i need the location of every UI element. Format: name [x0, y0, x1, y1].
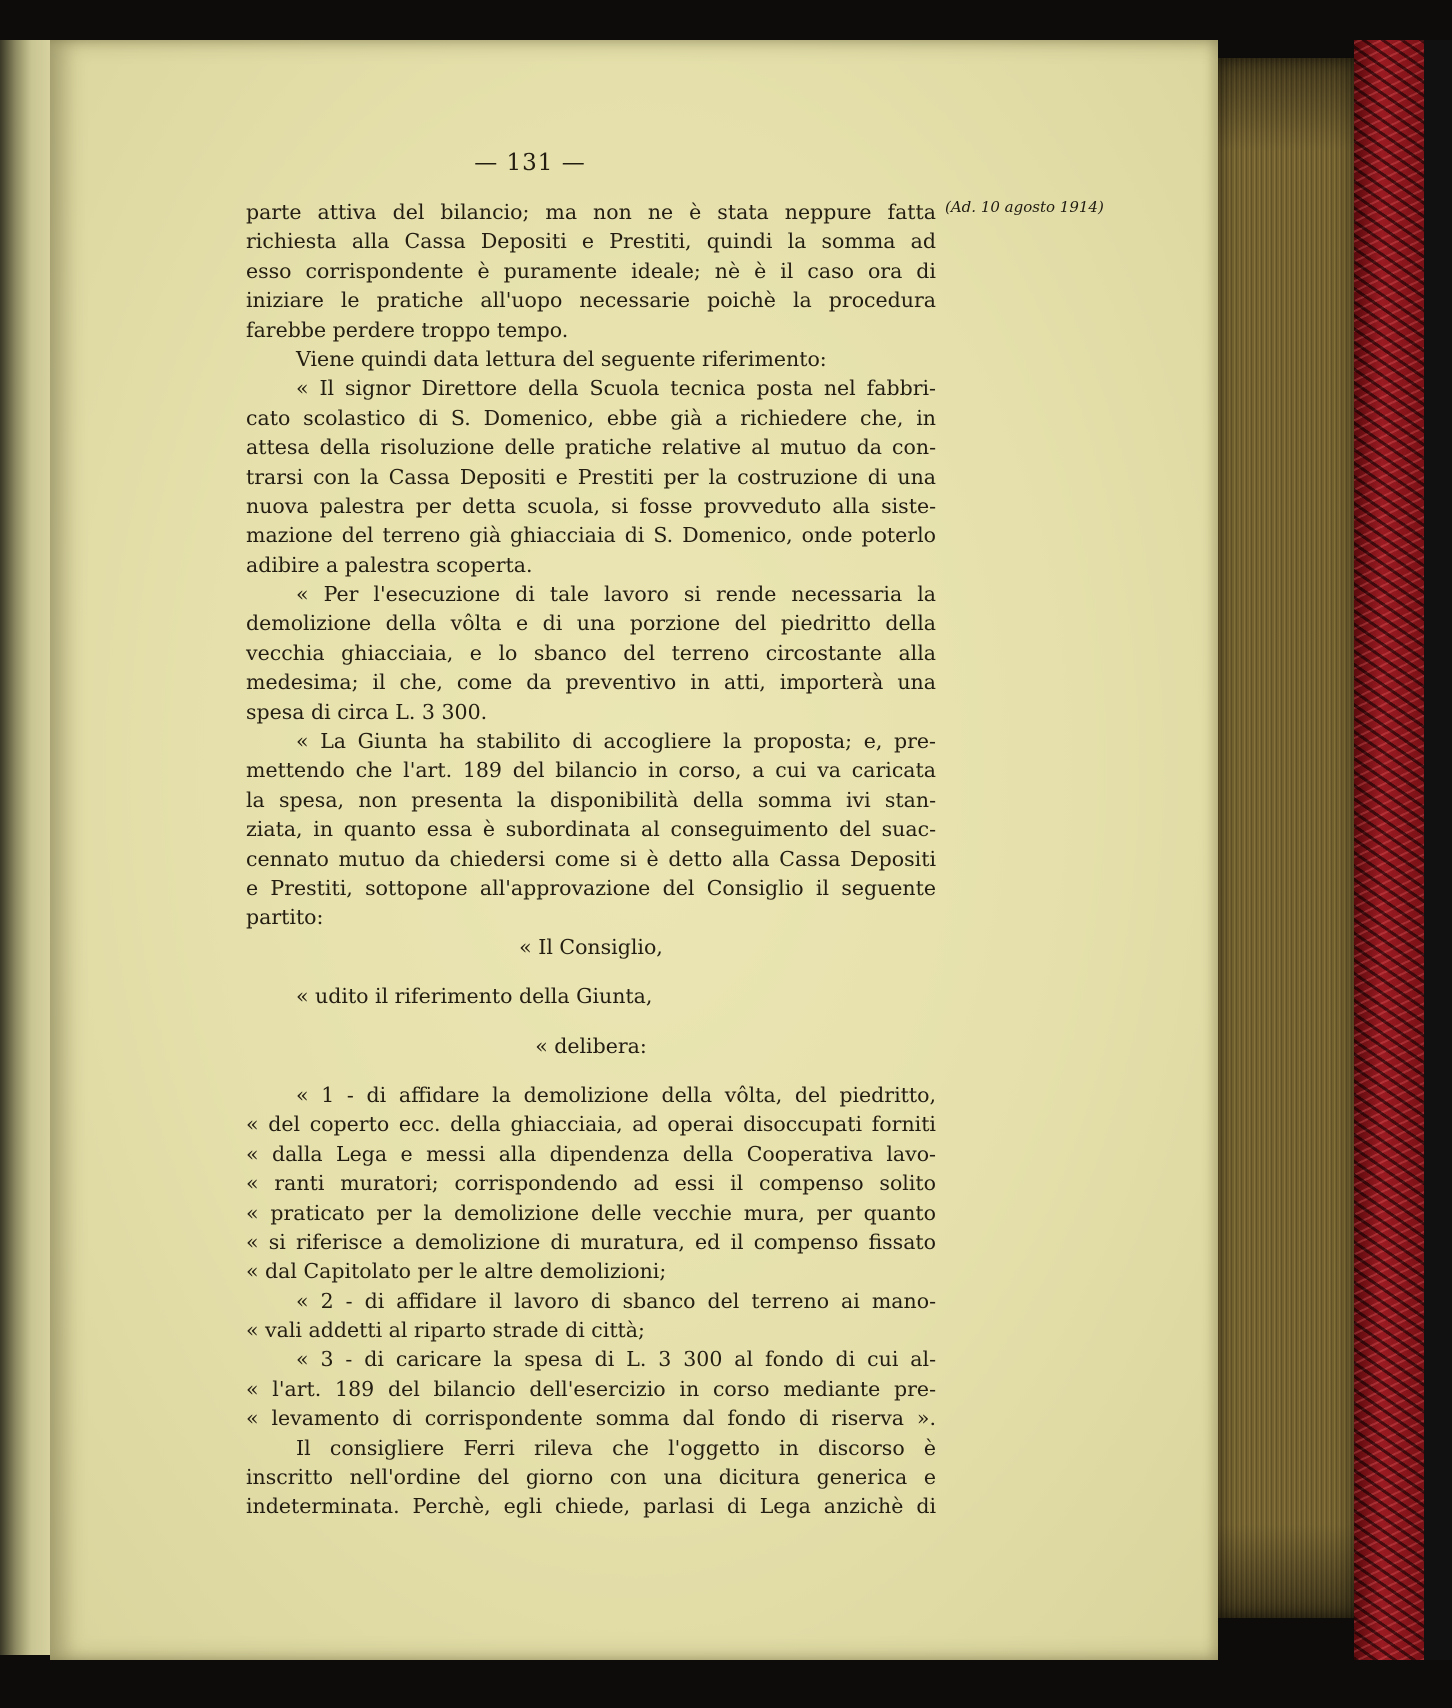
text-line: parte attiva del bilancio; ma non ne è stata neppure fatta	[246, 200, 936, 224]
background-edge	[1424, 40, 1452, 1660]
text-line: « dal Capitolato per le altre demolizioni;	[246, 1259, 667, 1284]
text-line: « l'art. 189 del bilancio dell'esercizio in corso mediante pre-	[246, 1376, 936, 1401]
text-line: « La Giunta ha stabilito di accogliere la proposta; e, pre-	[296, 729, 936, 754]
text-line: esso corrispondente è puramente ideale; nè è il caso ora di	[246, 258, 936, 283]
marginal-date-note: (Ad. 10 agosto 1914)	[945, 198, 1104, 216]
text-line: « udito il riferimento della Giunta,	[296, 984, 653, 1009]
text-line: « vali addetti al riparto strade di città;	[246, 1318, 645, 1343]
text-line: « delibera:	[535, 1033, 647, 1058]
page-number: — 131 —	[474, 150, 586, 176]
text-line: ziata, in quanto essa è subordinata al conseguimento del suac-	[246, 817, 936, 842]
text-line: « Il signor Direttore della Scuola tecnica posta nel fabbri-	[296, 376, 936, 401]
text-line: « Il Consiglio,	[519, 934, 663, 959]
text-line: medesima; il che, come da preventivo in atti, importerà una	[246, 670, 936, 695]
text-line: « del coperto ecc. della ghiacciaia, ad operai disoccupati forniti	[246, 1112, 936, 1137]
text-line: indeterminata. Perchè, egli chiede, parlasi di Lega anzichè di	[246, 1494, 936, 1519]
text-line: cennato mutuo da chiedersi come si è detto alla Cassa Depositi	[246, 846, 936, 871]
text-line: richiesta alla Cassa Depositi e Prestiti, quindi la somma ad	[246, 229, 936, 254]
text-line: vecchia ghiacciaia, e lo sbanco del terreno circostante alla	[246, 640, 936, 665]
page-block-edges	[1218, 58, 1354, 1618]
text-line: « praticato per la demolizione delle vecchie mura, per quanto	[246, 1200, 936, 1225]
text-line: cato scolastico di S. Domenico, ebbe già a richiedere che, in	[246, 405, 936, 430]
text-line: adibire a palestra scoperta.	[246, 552, 533, 577]
text-line: spesa di circa L. 3 300.	[246, 699, 488, 724]
text-line: « 1 - di affidare la demolizione della vôlta, del piedritto,	[296, 1082, 936, 1107]
text-line: « levamento di corrispondente somma dal fondo di riserva ».	[246, 1406, 936, 1431]
text-line: farebbe perdere troppo tempo.	[246, 317, 569, 342]
text-line: attesa della risoluzione delle pratiche relative al mutuo da con-	[246, 435, 936, 460]
text-line: demolizione della vôlta e di una porzione del piedritto della	[246, 611, 936, 636]
text-line: « 2 - di affidare il lavoro di sbanco del terreno ai mano-	[296, 1288, 936, 1313]
text-line: « 3 - di caricare la spesa di L. 3 300 al fondo di cui al-	[296, 1347, 936, 1372]
text-line: la spesa, non presenta la disponibilità della somma ivi stan-	[246, 787, 936, 812]
text-line: « ranti muratori; corrispondendo ad essi il compenso solito	[246, 1171, 936, 1196]
left-page-edge	[0, 40, 52, 1655]
book-binding	[1354, 40, 1424, 1660]
text-line: « si riferisce a demolizione di muratura, ed il compenso fissato	[246, 1229, 936, 1254]
text-line: partito:	[246, 905, 324, 930]
text-line: trarsi con la Cassa Depositi e Prestiti per la costruzione di una	[246, 464, 936, 489]
text-line: nuova palestra per detta scuola, si fosse provveduto alla siste-	[246, 493, 936, 518]
text-line: Viene quindi data lettura del seguente riferimento:	[296, 346, 827, 371]
text-line: mettendo che l'art. 189 del bilancio in corso, a cui va caricata	[246, 758, 936, 783]
text-line: Il consigliere Ferri rileva che l'oggetto in discorso è	[296, 1435, 936, 1460]
text-line: iniziare le pratiche all'uopo necessarie poichè la procedura	[246, 288, 936, 313]
text-line: e Prestiti, sottopone all'approvazione del Consiglio il seguente	[246, 875, 936, 900]
text-line: « Per l'esecuzione di tale lavoro si rende necessaria la	[296, 582, 936, 607]
text-line: « dalla Lega e messi alla dipendenza della Cooperativa lavo-	[246, 1141, 936, 1166]
text-line: inscritto nell'ordine del giorno con una dicitura generica e	[246, 1465, 936, 1490]
body-text	[246, 198, 936, 1522]
text-line: mazione del terreno già ghiacciaia di S. Domenico, onde poterlo	[246, 523, 936, 548]
